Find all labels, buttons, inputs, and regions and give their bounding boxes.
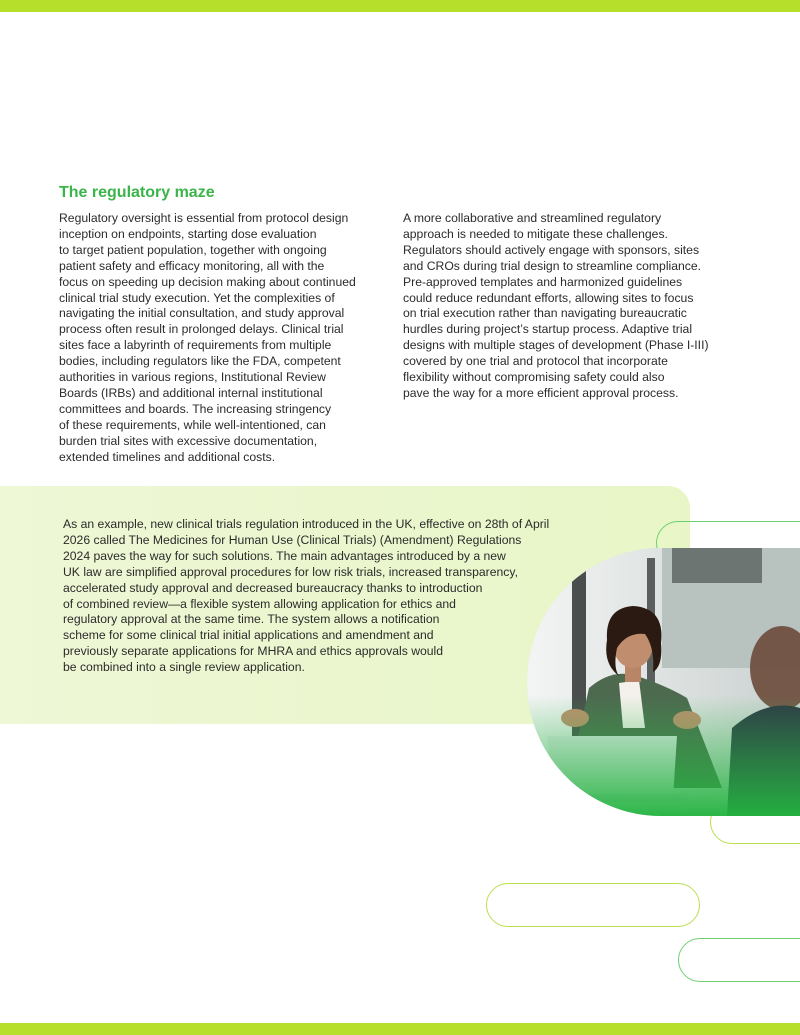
meeting-photo — [527, 548, 800, 816]
section-heading: The regulatory maze — [59, 184, 215, 201]
bottom-accent-bar — [0, 1023, 800, 1035]
callout-paragraph: As an example, new clinical trials regulation introduced in the UK, effective on 28th of April 2026 called The Medicines for Human Use (Clinical Trials) (Amendment) Regulations 2024 paves the way for such solutions. The main advantages introduced by a new UK law are simplified approval procedures for low risk trials, increased transparency, accelerated study approval and decreased bureaucracy thanks to introduction of combined review—a flexible system allowing application for ethics and regulatory approval at the same time. The system allows a notification scheme for some clinical trial initial applications and amendment and previously separate applications for MHRA and ethics approvals would be combined into a single review application. — [63, 517, 550, 675]
left-column-paragraph: Regulatory oversight is essential from protocol design inception on endpoints, starting dose evaluation to target patient population, together with ongoing patient safety and efficacy monitoring, all with the focus on speeding up decision making about continued clinical trial study execution. Yet the complexities of navigating the initial consultation, and study approval process often result in prolonged delays. Clinical trial sites face a labyrinth of requirements from multiple bodies, including regulators like the FDA, competent authorities in various regions, Institutional Review Boards (IRBs) and additional internal institutional committees and boards. The increasing stringency of these requirements, while well-intentioned, can burden trial sites with excessive documentation, extended timelines and additional costs. — [59, 211, 356, 464]
right-column-paragraph: A more collaborative and streamlined regulatory approach is needed to mitigate these challenges. Regulators should actively engage with sponsors, sites and CROs during trial design to streamline compliance. Pre-approved templates and harmonized guidelines could reduce redundant efforts, allowing sites to focus on trial execution rather than navigating bureaucratic hurdles during project’s startup process. Adaptive trial designs with multiple stages of development (Phase I-III) covered by one trial and protocol that incorporate flexibility without compromising safety could also pave the way for a more efficient approval process. — [403, 211, 709, 400]
top-accent-bar — [0, 0, 800, 12]
decorative-pill — [486, 883, 700, 927]
decorative-pill — [678, 938, 800, 982]
